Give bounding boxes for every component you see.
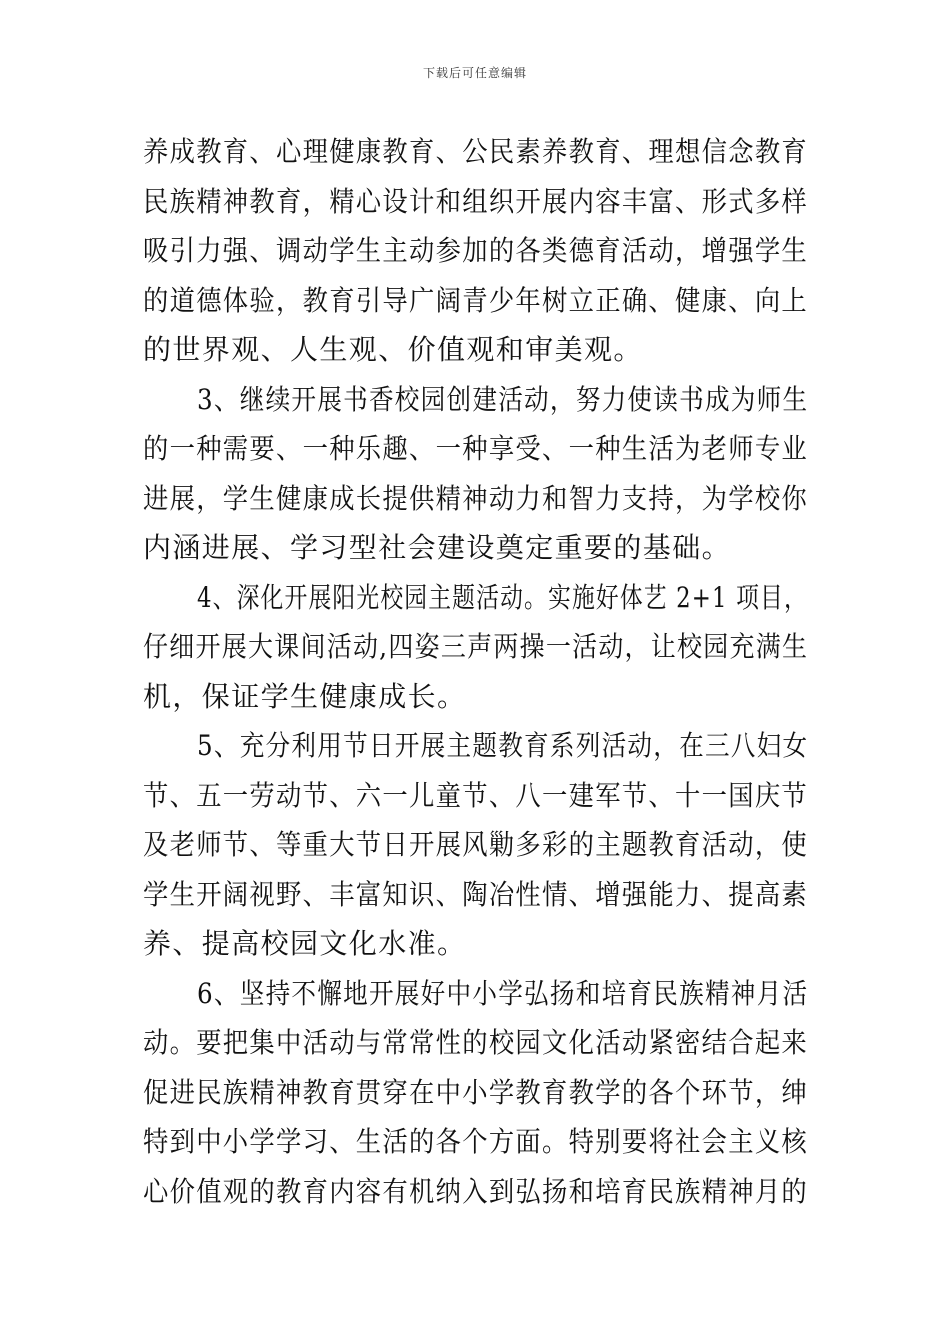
text-line: 学生开阔视野、丰富知识、陶冶性情、增强能力、提高素: [143, 878, 809, 911]
text-line: 的世界观、人生观、价值观和审美观。: [143, 333, 643, 366]
page-header: 下载后可任意编辑: [422, 66, 527, 80]
text-line: 促进民族精神教育贯穿在中小学教育教学的各个环节，绅: [143, 1076, 809, 1109]
text-line: 5、充分利用节日开展主题教育系列活动，在三八妇女: [197, 729, 809, 762]
text-line: 吸引力强、调动学生主动参加的各类德育活动，增强学生: [143, 234, 809, 267]
text-line: 及老师节、等重大节日开展风勦多彩的主题教育活动，使: [143, 828, 809, 861]
text-line: 6、坚持不懈地开展好中小学弘扬和培育民族精神月活: [197, 977, 809, 1010]
text-line: 进展，学生健康成长提供精神动力和智力支持，为学校你: [143, 482, 809, 515]
text-line: 机，保证学生健康成长。: [143, 680, 467, 713]
text-line: 内涵进展、学习型社会建设奠定重要的基础。: [143, 531, 732, 564]
text-line: 民族精神教育，精心设计和组织开展内容丰富、形式多样: [143, 185, 809, 218]
text-line: 动。要把集中活动与常常性的校园文化活动紧密结合起来: [143, 1026, 809, 1059]
text-line: 养成教育、心理健康教育、公民素养教育、理想信念教育: [143, 135, 809, 168]
text-line: 4、深化开展阳光校园主题活动。实施好体艺 2+1 项目，: [197, 581, 808, 614]
text-line: 的一种需要、一种乐趣、一种享受、一种生活为老师专业: [143, 432, 809, 465]
text-line: 的道德体验，教育引导广阔青少年树立正确、健康、向上: [143, 284, 809, 317]
text-line: 特到中小学学习、生活的各个方面。特别要将社会主义核: [143, 1125, 809, 1158]
text-line: 仔细开展大课间活动,四姿三声两操一活动，让校园充满生: [143, 630, 809, 663]
text-line: 养、提高校园文化水准。: [143, 927, 467, 960]
text-line: 节、五一劳动节、六一儿童节、八一建军节、十一国庆节: [143, 779, 809, 812]
text-line: 3、继续开展书香校园创建活动，努力使读书成为师生: [197, 383, 809, 416]
text-line: 心价值观的教育内容有机纳入到弘扬和培育民族精神月的: [143, 1175, 809, 1208]
